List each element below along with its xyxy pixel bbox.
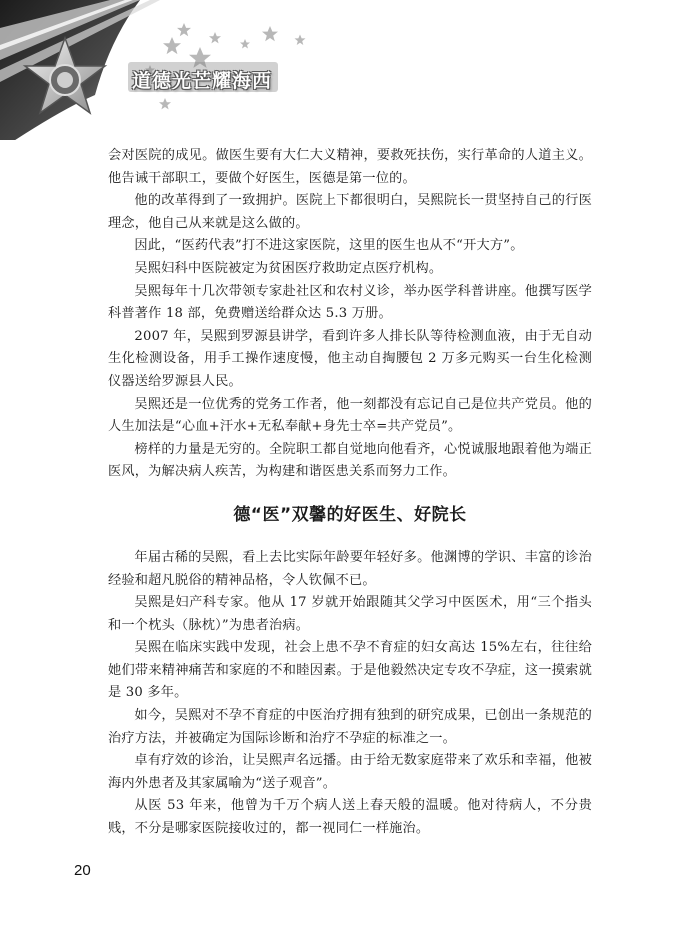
paragraph: 因此，“医药代表”打不进这家医院，这里的医生也从不“开大方”。 <box>134 238 524 254</box>
article-body <box>108 145 592 841</box>
paragraph: 如今，吴熙对不孕不育症的中医治疗拥有独到的研究成果，已创出一条规范的治疗方法，并被确定为国际诊断和治疗不孕症的标准之一。 <box>108 708 592 746</box>
paragraph: 会对医院的成见。做医生要有大仁大义精神，要救死扶伤，实行革命的人道主义。他告诫干部职工，要做个好医生，医德是第一位的。 <box>108 148 592 186</box>
section-heading: 德“医”双馨的好医生、好院长 <box>233 504 467 525</box>
paragraph: 2007 年，吴熙到罗源县讲学，看到许多人排长队等待检测血液，由于无自动生化检测设备，用手工操作速度慢，他主动自掏腰包 2 万多元购买一台生化检测仪器送给罗源县人民。 <box>108 328 592 389</box>
paragraph: 吴熙妇科中医院被定为贫困医疗救助定点医疗机构。 <box>134 260 443 276</box>
paragraph: 吴熙是妇产科专家。他从 17 岁就开始跟随其父学习中医医术，用“三个指头和一个枕头（脉枕）”为患者治病。 <box>108 595 592 633</box>
header-decoration <box>0 0 677 140</box>
paragraph: 榜样的力量是无穷的。全院职工都自觉地向他看齐，心悦诚服地跟着他为端正医风，为解决病人疾苦，为构建和谐医患关系而努力工作。 <box>108 441 592 480</box>
page-number: 20 <box>74 862 91 879</box>
paragraph: 从医 53 年来，他曾为千万个病人送上春天般的温暖。他对待病人，不分贵贱，不分是哪家医院接收过的，都一视同仁一样施治。 <box>108 798 592 837</box>
paragraph: 吴熙还是一位优秀的党务工作者，他一刻都没有忘记自己是位共产党员。他的人生加法是“心血+汗水+无私奉献+身先士卒=共产党员”。 <box>108 396 592 435</box>
paragraph: 他的改革得到了一致拥护。医院上下都很明白，吴熙院长一贯坚持自己的行医理念，他自己从来就是这么做的。 <box>108 193 592 231</box>
paragraph: 吴熙每年十几次带领专家赴社区和农村义诊，举办医学科普讲座。他撰写医学科普著作 18 部，免费赠送给群众达 5.3 万册。 <box>108 283 592 322</box>
paragraph: 卓有疗效的诊治，让吴熙声名远播。由于给无数家庭带来了欢乐和幸福，他被海内外患者及其家属喻为“送子观音”。 <box>108 753 592 791</box>
paragraph: 吴熙在临床实践中发现，社会上患不孕不育症的妇女高达 15%左右，往往给她们带来精神痛苦和家庭的不和睦因素。于是他毅然决定专攻不孕症，这一摸索就是 30 多年。 <box>108 640 592 701</box>
page-header <box>0 0 677 140</box>
paragraph: 年届古稀的吴熙，看上去比实际年龄要年轻好多。他渊博的学识、丰富的诊治经验和超凡脱俗的精神品格，令人钦佩不已。 <box>108 549 592 588</box>
header-title: 道德光芒耀海西 <box>132 70 273 92</box>
